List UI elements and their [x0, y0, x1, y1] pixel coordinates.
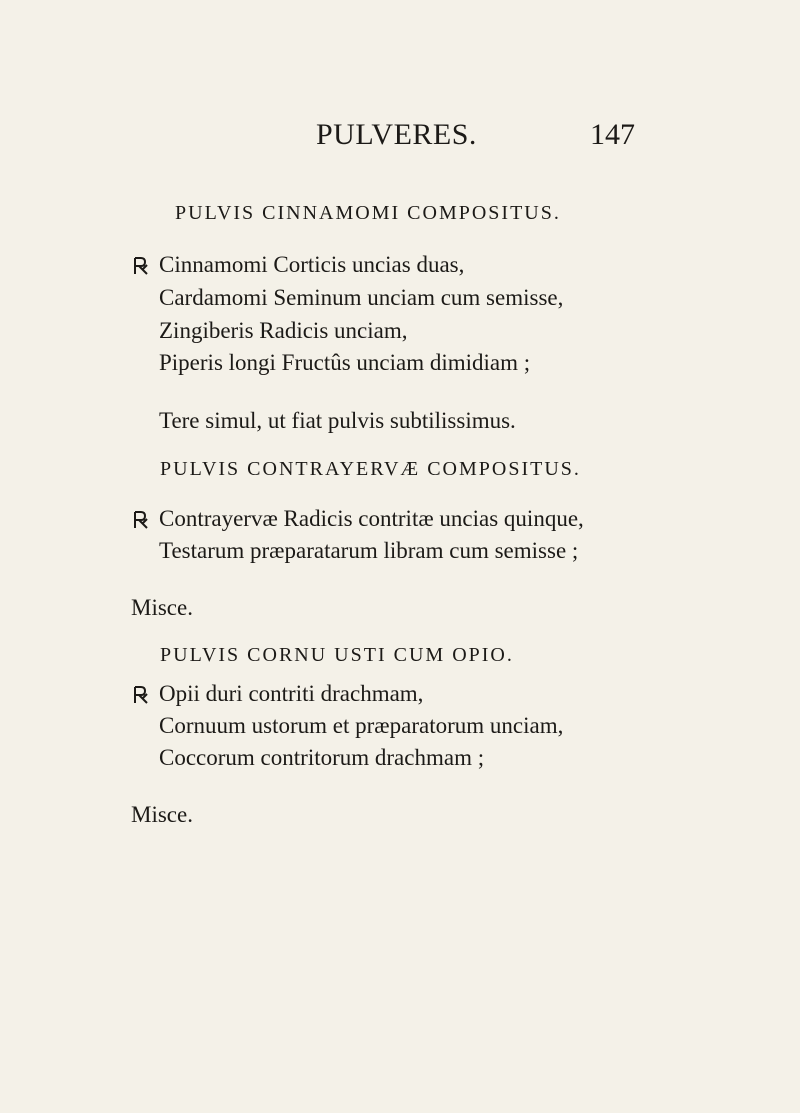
direction-line: Tere simul, ut fiat pulvis subtilissimus. — [159, 408, 516, 433]
ingredient-line: Coccorum contritorum drachmam ; — [159, 745, 485, 770]
ingredient-line: Contrayervæ Radicis contritæ uncias quinque, — [159, 506, 584, 531]
recipe-heading: PULVIS CORNU USTI CUM OPIO. — [160, 644, 514, 666]
ingredient-line: Testarum præparatarum libram cum semisse ; — [159, 538, 579, 563]
direction-line: Misce. — [131, 802, 193, 827]
direction-line: Misce. — [131, 595, 193, 620]
running-head — [0, 118, 800, 162]
ingredient-line: Zingiberis Radicis unciam, — [159, 318, 408, 343]
ingredient-line: Cardamomi Seminum unciam cum semisse, — [159, 285, 564, 310]
recipe-heading: PULVIS CONTRAYERVÆ COMPOSITUS. — [160, 458, 581, 480]
page-number: 147 — [590, 118, 635, 151]
ingredient-line: Cornuum ustorum et præparatorum unciam, — [159, 713, 564, 738]
recipe-symbol-icon — [131, 685, 151, 705]
ingredient-line: Piperis longi Fructûs unciam dimidiam ; — [159, 350, 531, 375]
recipe-symbol-icon — [131, 510, 151, 530]
ingredient-line: Cinnamomi Corticis uncias duas, — [159, 252, 465, 277]
recipe-heading: PULVIS CINNAMOMI COMPOSITUS. — [175, 202, 561, 224]
ingredient-line: Opii duri contriti drachmam, — [159, 681, 424, 706]
running-title: PULVERES. — [316, 118, 477, 151]
recipe-symbol-icon — [131, 256, 151, 276]
